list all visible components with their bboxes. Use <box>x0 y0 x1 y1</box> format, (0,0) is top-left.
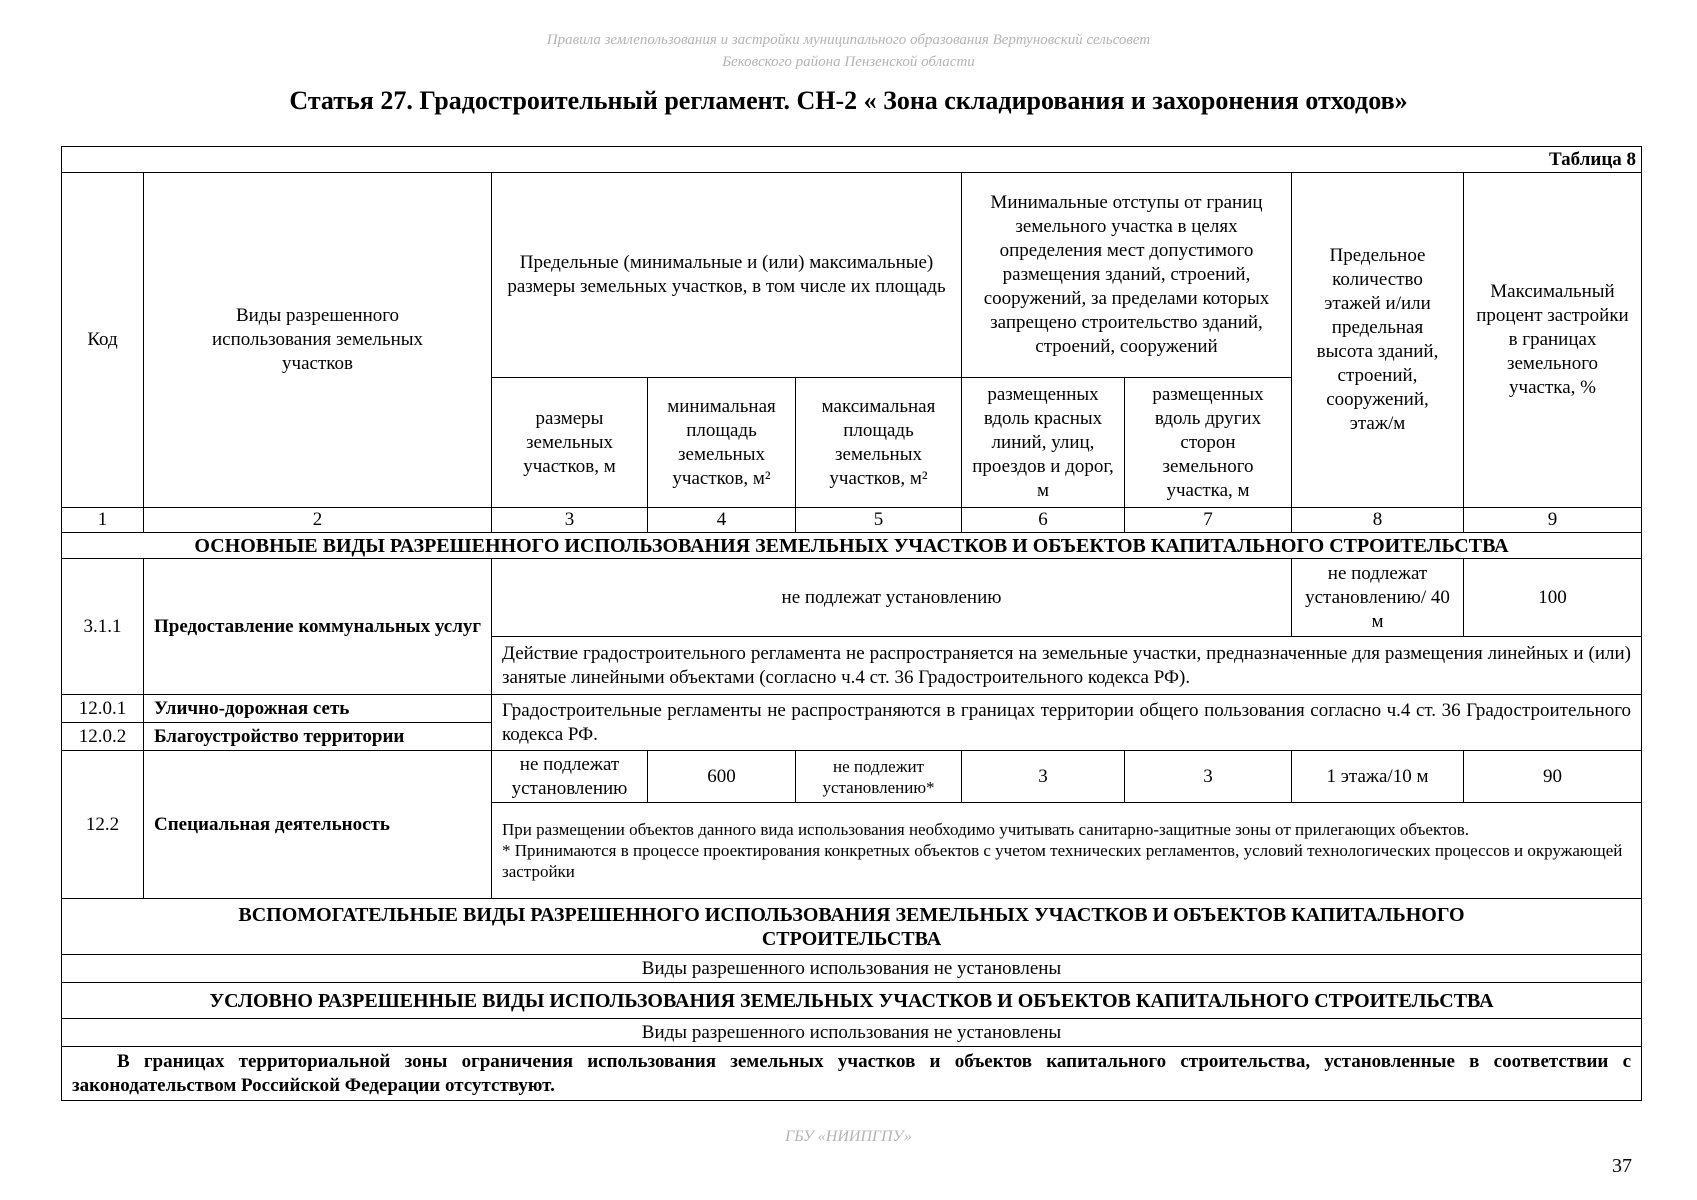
row-122-floors: 1 этажа/10 м <box>1292 751 1464 803</box>
col-number-6: 6 <box>962 508 1125 533</box>
header-plot-sizes: Предельные (минимальные и (или) максимальные) размеры земельных участков, в том числе их площадь <box>492 173 962 378</box>
row-120-note: Градостроительные регламенты не распространяются в границах территории общего пользования согласно ч.4 ст. 36 Градостроительного кодекса РФ. <box>492 695 1642 751</box>
row-311-floors: не подлежат установлению/ 40 м <box>1292 559 1464 637</box>
row-122-percent: 90 <box>1464 751 1642 803</box>
header-max-percent: Максимальный процент застройки в границах земельного участка, % <box>1464 173 1642 508</box>
running-header-line1: Правила землепользования и застройки муниципального образования Вертуновский сельсовет <box>546 32 1151 48</box>
row-122-name: Специальная деятельность <box>144 751 492 899</box>
section-main-title: ОСНОВНЫЕ ВИДЫ РАЗРЕШЕННОГО ИСПОЛЬЗОВАНИЯ ЗЕМЕЛЬНЫХ УЧАСТКОВ И ОБЪЕКТОВ КАПИТАЛЬНОГО СТРОИТЕЛЬСТВА <box>62 533 1642 559</box>
row-311-percent: 100 <box>1464 559 1642 637</box>
header-sub-max-area: максимальная площадь земельных участков, м² <box>796 378 962 508</box>
row-122-red-lines: 3 <box>962 751 1125 803</box>
section-aux-title: ВСПОМОГАТЕЛЬНЫЕ ВИДЫ РАЗРЕШЕННОГО ИСПОЛЬЗОВАНИЯ ЗЕМЕЛЬНЫХ УЧАСТКОВ И ОБЪЕКТОВ КАПИТАЛЬНОГО СТРОИТЕЛЬСТВА <box>62 899 1642 955</box>
cond-none: Виды разрешенного использования не установлены <box>62 1019 1642 1047</box>
col-number-4: 4 <box>648 508 796 533</box>
row-122-code: 12.2 <box>62 751 144 899</box>
aux-none: Виды разрешенного использования не установлены <box>62 955 1642 983</box>
row-311-note: Действие градостроительного регламента не распространяется на земельные участки, предназначенные для размещения линейных и (или) занятые линейными объектами (согласно ч.4 ст. 36 Градостроительного кодекса РФ). <box>492 637 1642 695</box>
row-1201-code: 12.0.1 <box>62 695 144 723</box>
row-1202-name: Благоустройство территории <box>144 723 492 751</box>
header-setbacks: Минимальные отступы от границ земельного участка в целях определения мест допустимого размещения зданий, строений, сооружений, за пределами которых запрещено строительство зданий, строений, сооружений <box>962 173 1292 378</box>
col-number-8: 8 <box>1292 508 1464 533</box>
row-1202-code: 12.0.2 <box>62 723 144 751</box>
header-kinds: Виды разрешенного использования земельных участков <box>144 173 492 508</box>
header-sub-other-sides: размещенных вдоль других сторон земельного участка, м <box>1125 378 1292 508</box>
restrictions-note: В границах территориальной зоны ограничения использования земельных участков и объектов капитального строительства, установленные в соответствии с законодательством Российской Федерации отсутствуют. <box>62 1047 1642 1101</box>
row-122-other-sides: 3 <box>1125 751 1292 803</box>
table-caption: Таблица 8 <box>62 147 1642 173</box>
regulation-table <box>61 146 1642 1101</box>
row-311-name: Предоставление коммунальных услуг <box>144 559 492 695</box>
header-sub-min-area: минимальная площадь земельных участков, м² <box>648 378 796 508</box>
col-number-3: 3 <box>492 508 648 533</box>
header-code: Код <box>62 173 144 508</box>
row-122-note-1: При размещении объектов данного вида использования необходимо учитывать санитарно-защитные зоны от прилегающих объектов. <box>502 820 1469 839</box>
col-number-9: 9 <box>1464 508 1642 533</box>
row-122-max-area: не подлежит установлению* <box>796 751 962 803</box>
row-122-note-2: * Принимаются в процессе проектирования конкретных объектов с учетом технических регламентов, условий технологических процессов и окружающей застройки <box>502 841 1623 881</box>
footer-organization: ГБУ «НИИПГПУ» <box>785 1128 912 1145</box>
row-311-params: не подлежат установлению <box>492 559 1292 637</box>
running-header-line2: Бековского района Пензенской области <box>722 54 975 70</box>
page-title: Статья 27. Градостроительный регламент. СН-2 « Зона складирования и захоронения отходов» <box>289 86 1408 115</box>
page-number: 37 <box>1612 1155 1632 1177</box>
col-number-1: 1 <box>62 508 144 533</box>
col-number-7: 7 <box>1125 508 1292 533</box>
col-number-5: 5 <box>796 508 962 533</box>
row-122-min-area: 600 <box>648 751 796 803</box>
header-sub-sizes: размеры земельных участков, м <box>492 378 648 508</box>
row-122-sizes: не подлежат установлению <box>492 751 648 803</box>
header-sub-red-lines: размещенных вдоль красных линий, улиц, проездов и дорог, м <box>962 378 1125 508</box>
row-1201-name: Улично-дорожная сеть <box>144 695 492 723</box>
col-number-2: 2 <box>144 508 492 533</box>
row-311-code: 3.1.1 <box>62 559 144 695</box>
section-cond-title: УСЛОВНО РАЗРЕШЕННЫЕ ВИДЫ ИСПОЛЬЗОВАНИЯ ЗЕМЕЛЬНЫХ УЧАСТКОВ И ОБЪЕКТОВ КАПИТАЛЬНОГО СТРОИТЕЛЬСТВА <box>62 983 1642 1019</box>
header-floors: Предельное количество этажей и/или предельная высота зданий, строений, сооружений, этаж/м <box>1292 173 1464 508</box>
